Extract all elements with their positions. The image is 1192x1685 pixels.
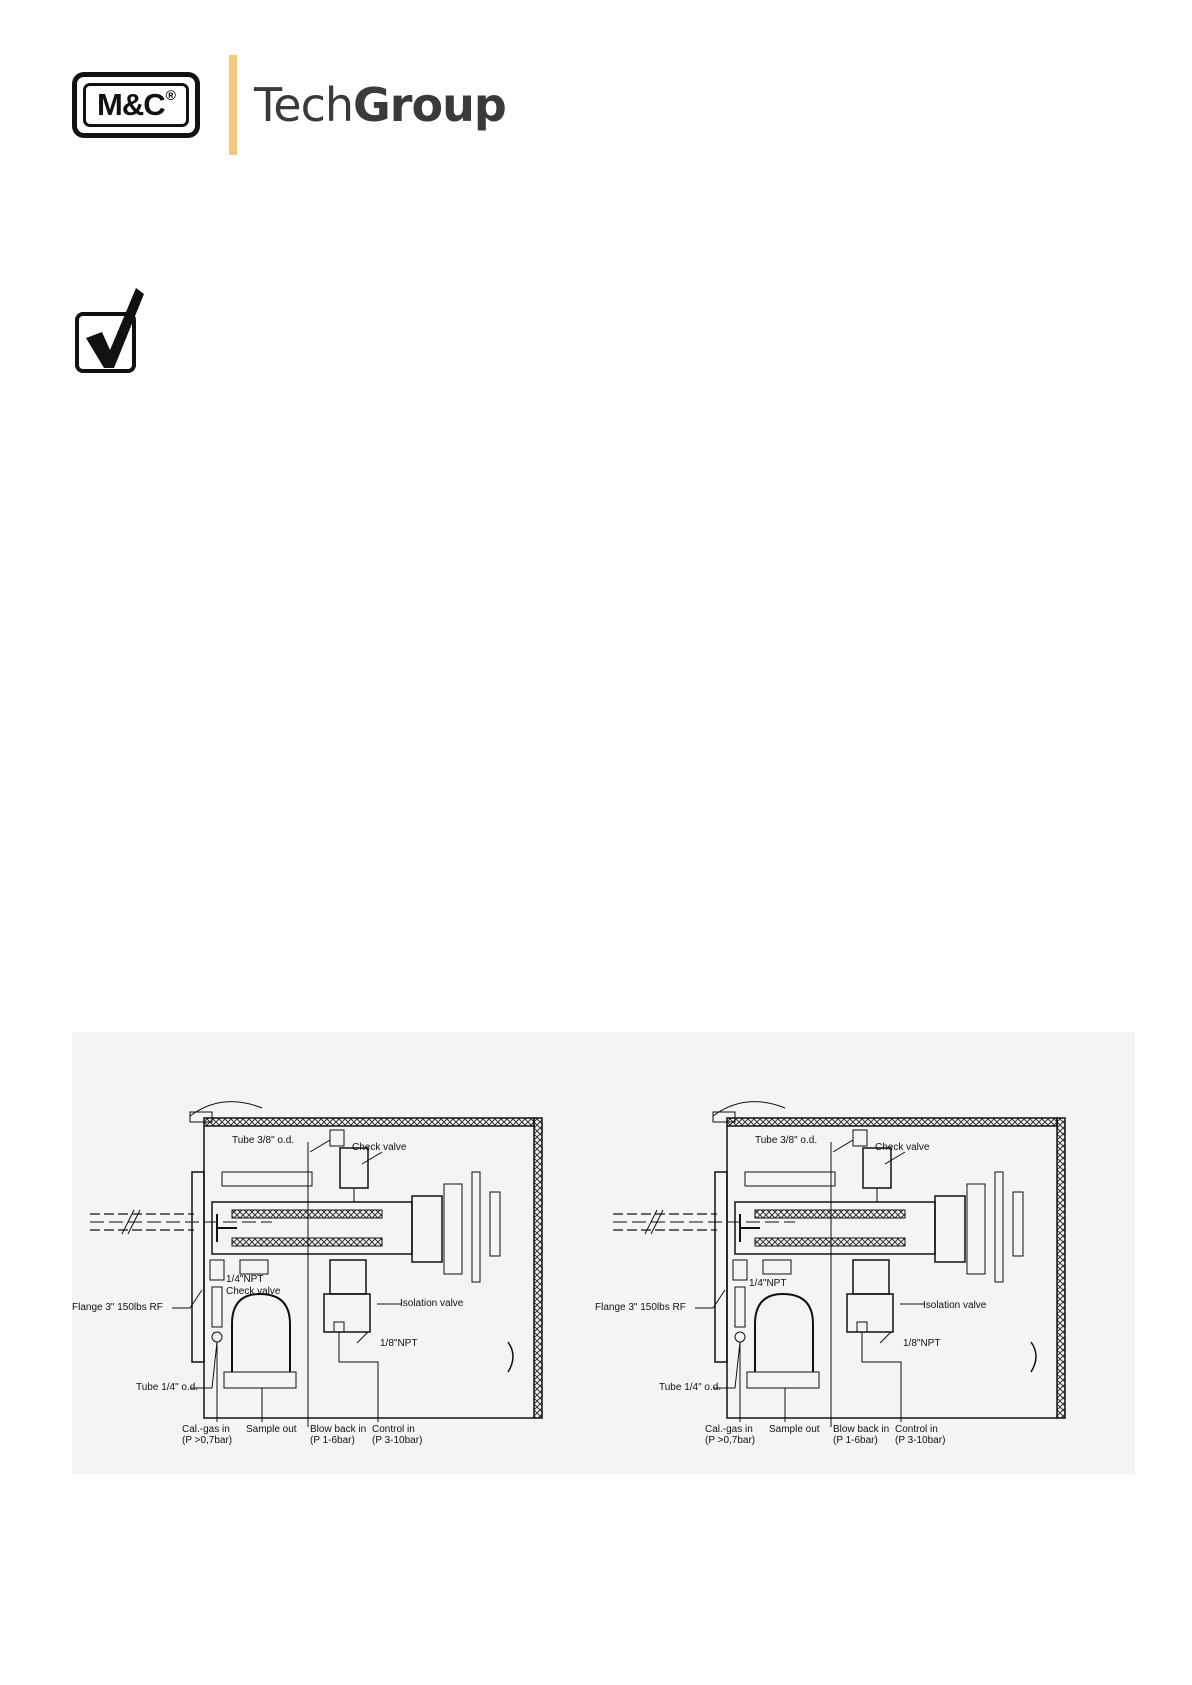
label-check-valve-bottom: Check valve: [226, 1286, 281, 1297]
label-cal-gas-pressure: (P >0,7bar): [182, 1435, 233, 1446]
label-flange: Flange 3" 150lbs RF: [595, 1302, 686, 1313]
label-control-in-pressure: (P 3-10bar): [372, 1435, 423, 1446]
label-control-in: Control in: [895, 1424, 938, 1435]
label-cal-gas: Cal.-gas in: [182, 1424, 230, 1435]
label-blow-back-pressure: (P 1-6bar): [833, 1435, 878, 1446]
label-sample-out: Sample out: [246, 1424, 297, 1435]
label-npt-18: 1/8"NPT: [380, 1338, 418, 1349]
label-control-in-pressure: (P 3-10bar): [895, 1435, 946, 1446]
label-npt-14: 1/4"NPT: [226, 1274, 264, 1285]
brand-name-light: Tech: [254, 78, 354, 132]
label-tube-14: Tube 1/4" o.d.: [136, 1382, 199, 1393]
mc-logo-icon: [72, 72, 200, 138]
label-flange: Flange 3" 150lbs RF: [72, 1302, 163, 1313]
label-cal-gas: Cal.-gas in: [705, 1424, 753, 1435]
label-blow-back: Blow back in: [833, 1424, 890, 1435]
label-tube-38: Tube 3/8" o.d.: [232, 1135, 295, 1146]
label-isolation-valve: Isolation valve: [923, 1300, 987, 1311]
label-npt-14: 1/4"NPT: [749, 1278, 787, 1289]
label-check-valve-top: Check valve: [875, 1142, 930, 1153]
technical-drawing-left: [72, 1032, 612, 1474]
brand-name: [254, 78, 506, 132]
technical-drawing-right: [595, 1032, 1135, 1474]
label-tube-38: Tube 3/8" o.d.: [755, 1135, 818, 1146]
technical-drawing-left-svg: [72, 1032, 612, 1474]
label-npt-18: 1/8"NPT: [903, 1338, 941, 1349]
label-blow-back-pressure: (P 1-6bar): [310, 1435, 355, 1446]
brand-name-bold: Group: [353, 78, 506, 132]
label-blow-back: Blow back in: [310, 1424, 367, 1435]
label-tube-14: Tube 1/4" o.d.: [659, 1382, 722, 1393]
logo-registered-mark: ®: [165, 87, 175, 103]
logo-mark: M&C®: [97, 87, 175, 122]
label-control-in: Control in: [372, 1424, 415, 1435]
label-check-valve-top: Check valve: [352, 1142, 407, 1153]
label-sample-out: Sample out: [769, 1424, 820, 1435]
technical-drawing-right-svg: [595, 1032, 1135, 1474]
logo-divider-bar: [229, 55, 237, 155]
label-isolation-valve: Isolation valve: [400, 1298, 464, 1309]
logo-inner-frame: [83, 83, 189, 127]
label-cal-gas-pressure: (P >0,7bar): [705, 1435, 756, 1446]
checkbox-check-icon: [74, 286, 164, 378]
